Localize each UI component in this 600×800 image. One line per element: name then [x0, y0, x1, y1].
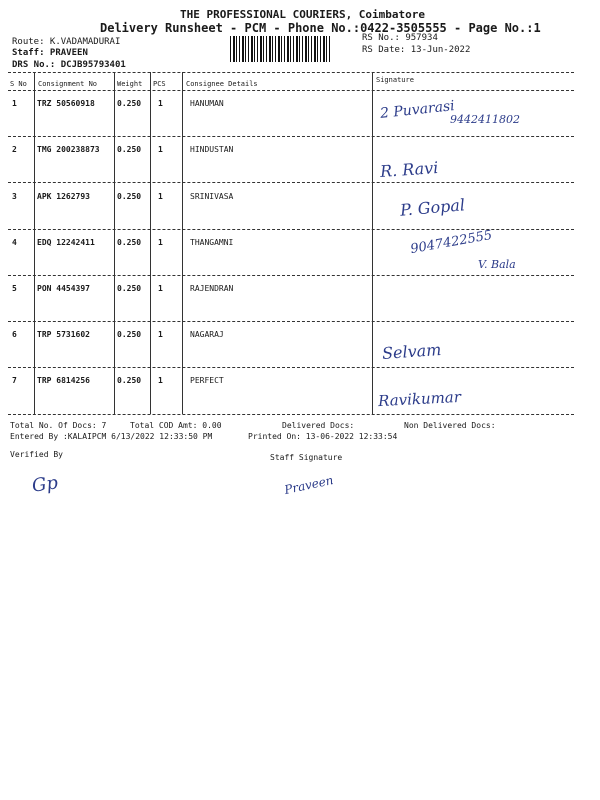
row-consignment: PON 4454397 — [37, 284, 90, 293]
staff-signature-label: Staff Signature — [270, 453, 343, 462]
row-sno: 4 — [12, 238, 17, 247]
non-delivered-docs: Non Delivered Docs: — [404, 421, 496, 430]
staff-label: Staff: PRAVEEN — [12, 48, 88, 58]
handwritten-signature: P. Gopal — [399, 195, 466, 220]
row-sno: 1 — [12, 99, 17, 108]
rs-number: RS No.: 957934 — [362, 33, 438, 43]
row-weight: 0.250 — [117, 145, 142, 154]
total-docs: Total No. Of Docs: 7 — [10, 421, 107, 430]
row-weight: 0.250 — [117, 376, 142, 385]
handwritten-signature: V. Bala — [478, 258, 516, 271]
row-weight: 0.250 — [117, 192, 142, 201]
row-consignee: HANUMAN — [190, 99, 224, 108]
handwritten-signature: R. Ravi — [379, 157, 439, 182]
total-cod: Total COD Amt: 0.00 — [130, 421, 222, 430]
row-pcs: 1 — [158, 192, 163, 201]
row-pcs: 1 — [158, 376, 163, 385]
printed-on: Printed On: 13-06-2022 12:33:54 — [248, 432, 398, 441]
row-consignment: TRP 6814256 — [37, 376, 90, 385]
company-title: THE PROFESSIONAL COURIERS, Coimbatore — [180, 8, 426, 21]
col-consignment: Consignment No — [38, 80, 98, 88]
delivered-docs: Delivered Docs: — [282, 421, 355, 430]
row-pcs: 1 — [158, 145, 163, 154]
row-weight: 0.250 — [117, 284, 142, 293]
handwritten-signature: 2 Puvarasi — [379, 98, 456, 122]
row-consignee: PERFECT — [190, 376, 224, 385]
col-signature: Signature — [376, 76, 414, 84]
row-consignee: NAGARAJ — [190, 330, 224, 339]
row-sno: 5 — [12, 284, 17, 293]
row-pcs: 1 — [158, 330, 163, 339]
staff-signature: Praveen — [283, 472, 335, 498]
row-consignment: APK 1262793 — [37, 192, 90, 201]
row-consignee: THANGAMNI — [190, 238, 234, 247]
col-weight: Weight — [117, 80, 143, 88]
drs-number: DRS No.: DCJB95793401 — [12, 60, 126, 70]
row-sno: 7 — [12, 376, 17, 385]
handwritten-phone: 9047422555 — [409, 227, 494, 258]
row-consignment: TMG 200238873 — [37, 145, 100, 154]
row-consignment: TRP 5731602 — [37, 330, 90, 339]
entered-by: Entered By :KALAIPCM 6/13/2022 12:33:50 PM — [10, 432, 213, 441]
handwritten-signature: Selvam — [381, 339, 442, 364]
row-sno: 2 — [12, 145, 17, 154]
row-weight: 0.250 — [117, 99, 142, 108]
row-weight: 0.250 — [117, 238, 142, 247]
rs-date: RS Date: 13-Jun-2022 — [362, 45, 471, 55]
row-pcs: 1 — [158, 99, 163, 108]
row-weight: 0.250 — [117, 330, 142, 339]
verified-by-label: Verified By — [10, 450, 63, 459]
row-consignee: RAJENDRAN — [190, 284, 234, 293]
col-sno: S No — [10, 80, 27, 88]
row-consignment: EDQ 12242411 — [37, 238, 95, 247]
handwritten-phone: 9442411802 — [450, 113, 520, 126]
col-pcs: PCS — [153, 80, 166, 88]
handwritten-signature: Ravikumar — [377, 387, 462, 411]
verifier-signature: Gp — [30, 472, 60, 497]
row-sno: 3 — [12, 192, 17, 201]
row-sno: 6 — [12, 330, 17, 339]
col-consignee: Consignee Details — [186, 80, 258, 88]
row-consignee: SRINIVASA — [190, 192, 234, 201]
route-label: Route: K.VADAMADURAI — [12, 37, 121, 47]
row-pcs: 1 — [158, 284, 163, 293]
runsheet-title: Delivery Runsheet - PCM - Phone No.:0422-3505555 - Page No.:1 — [100, 21, 541, 35]
row-consignment: TRZ 50560918 — [37, 99, 95, 108]
row-pcs: 1 — [158, 238, 163, 247]
row-consignee: HINDUSTAN — [190, 145, 234, 154]
barcode-image — [230, 36, 332, 62]
